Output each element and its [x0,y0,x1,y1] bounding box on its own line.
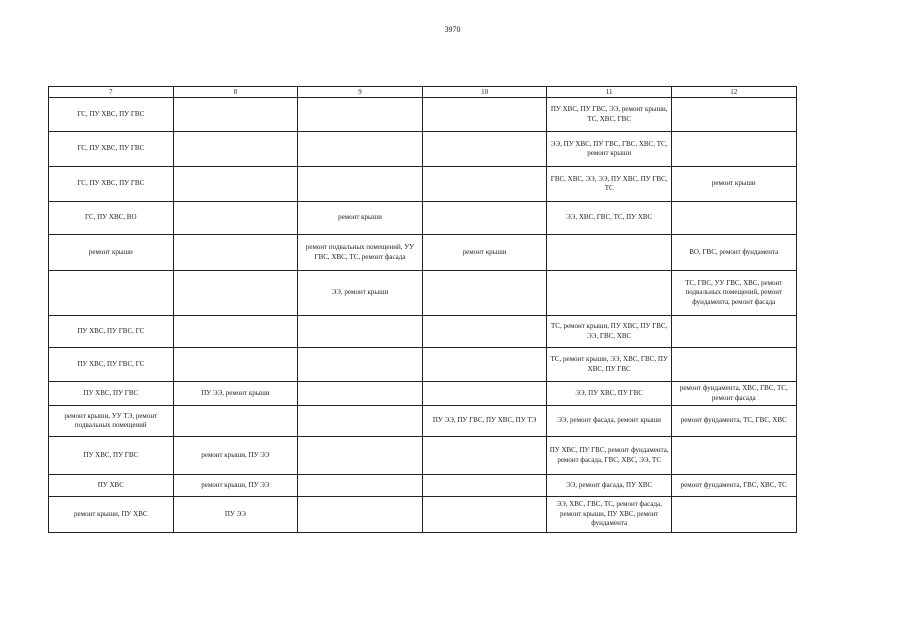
table-cell: ремонт подвальных помещений, УУ ГВС, ХВС, ТС, ремонт фасада [298,235,423,271]
table-row [49,316,797,348]
table-cell [298,437,423,475]
table-cell: ремонт крыши, ПУ ЭЭ [173,437,298,475]
table-cell [422,348,547,382]
table-cell: ПУ ХВС, ПУ ГВС [49,382,174,406]
table-row [49,497,797,533]
table-cell [173,316,298,348]
table-cell [298,348,423,382]
table-cell: ГС, ПУ ХВС, ПУ ГВС [49,167,174,202]
column-header: 8 [173,87,298,98]
table-cell [671,316,796,348]
table-cell [298,132,423,167]
table-cell: ремонт крыши, ПУ ХВС [49,497,174,533]
table-cell: ПУ ХВС, ПУ ГВС, ремонт фундамента, ремонт фасада, ГВС, ХВС, ЭЭ, ТС [547,437,672,475]
page-number: 3970 [444,25,461,34]
table-cell: ЭЭ, ПУ ХВС, ПУ ГВС [547,382,672,406]
table-cell: ПУ ХВС, ПУ ГВС [49,437,174,475]
table-cell [422,271,547,316]
table-cell: ТС, ремонт крыши, ПУ ХВС, ПУ ГВС, ЭЭ, ГВС, ХВС [547,316,672,348]
table-cell [422,98,547,132]
table-cell: ПУ ЭЭ, ПУ ГВС, ПУ ХВС, ПУ ТЭ [422,406,547,437]
table-cell [671,98,796,132]
table-cell [422,475,547,497]
table-cell: ремонт фундамента, ТС, ГВС, ХВС [671,406,796,437]
table-cell [173,348,298,382]
table-cell [671,132,796,167]
works-table [48,86,797,533]
table-cell [298,382,423,406]
table-cell [671,348,796,382]
table-cell [671,497,796,533]
table-row [49,437,797,475]
table-cell: ПУ ХВС, ПУ ГВС, ГС [49,316,174,348]
table-cell [173,167,298,202]
table-cell [298,316,423,348]
table-row [49,382,797,406]
table-cell [422,497,547,533]
table-row [49,406,797,437]
table-cell [173,98,298,132]
table-cell [422,316,547,348]
table-cell: ПУ ХВС, ПУ ГВС, ГС [49,348,174,382]
table-cell [173,132,298,167]
table-cell: ТС, ГВС, УУ ГВС, ХВС, ремонт подвальных помещений, ремонт фундамента, ремонт фасада [671,271,796,316]
table-cell: ПУ ЭЭ, ремонт крыши [173,382,298,406]
table-cell: ВО, ГВС, ремонт фундамента [671,235,796,271]
table-cell: ЭЭ, ХВС, ГВС, ТС, ремонт фасада, ремонт крыши, ПУ ХВС, ремонт фундамента [547,497,672,533]
table-cell [547,235,672,271]
table-cell: ЭЭ, ремонт крыши [298,271,423,316]
column-header: 10 [422,87,547,98]
table-row [49,98,797,132]
column-header: 12 [671,87,796,98]
table-cell [49,271,174,316]
table-cell [173,271,298,316]
table-cell [422,132,547,167]
table-cell: ЭЭ, ремонт фасада, ремонт крыши [547,406,672,437]
table-cell: ПУ ХВС, ПУ ГВС, ЭЭ, ремонт крыши, ТС, ХВС, ГВС [547,98,672,132]
table-cell [422,437,547,475]
table-cell: ЭЭ, ХВС, ГВС, ТС, ПУ ХВС [547,202,672,235]
table-cell [298,406,423,437]
table-cell [547,271,672,316]
table-cell [422,202,547,235]
table-cell: ГС, ПУ ХВС, ПУ ГВС [49,132,174,167]
table-cell: ремонт крыши [49,235,174,271]
table-cell: ГС, ПУ ХВС, ВО [49,202,174,235]
table-cell: ЭЭ, ремонт фасада, ПУ ХВС [547,475,672,497]
table-row [49,271,797,316]
table-cell: ремонт фундамента, ГВС, ХВС, ТС [671,475,796,497]
table-cell: ремонт крыши, ПУ ЭЭ [173,475,298,497]
column-header: 9 [298,87,423,98]
table-cell: ГВС, ХВС, ЭЭ, ЭЭ, ПУ ХВС, ПУ ГВС, ТС [547,167,672,202]
table-row [49,475,797,497]
table-cell: ремонт фундамента, ХВС, ГВС, ТС, ремонт фасада [671,382,796,406]
table-cell [298,497,423,533]
table-row [49,348,797,382]
table-row [49,132,797,167]
table-cell: ремонт крыши [671,167,796,202]
header-row [49,87,797,98]
table-cell: ТС, ремонт крыши, ЭЭ, ХВС, ГВС, ПУ ХВС, ПУ ГВС [547,348,672,382]
table-cell [671,437,796,475]
table-cell [298,167,423,202]
table-cell [173,406,298,437]
table-cell: ГС, ПУ ХВС, ПУ ГВС [49,98,174,132]
table-cell: ремонт крыши [422,235,547,271]
table-cell: ПУ ХВС [49,475,174,497]
table-cell: ремонт крыши [298,202,423,235]
table-cell [671,202,796,235]
table-row [49,202,797,235]
table-cell [422,167,547,202]
table-cell [422,382,547,406]
table-cell [173,235,298,271]
table-row [49,167,797,202]
table-cell: ПУ ЭЭ [173,497,298,533]
column-header: 11 [547,87,672,98]
table-cell [173,202,298,235]
table-cell [298,98,423,132]
table-cell [298,475,423,497]
table-row [49,235,797,271]
table-cell: ремонт крыши, УУ ТЭ, ремонт подвальных помещений [49,406,174,437]
table-cell: ЭЭ, ПУ ХВС, ПУ ГВС, ГВС, ХВС, ТС, ремонт крыши [547,132,672,167]
column-header: 7 [49,87,174,98]
